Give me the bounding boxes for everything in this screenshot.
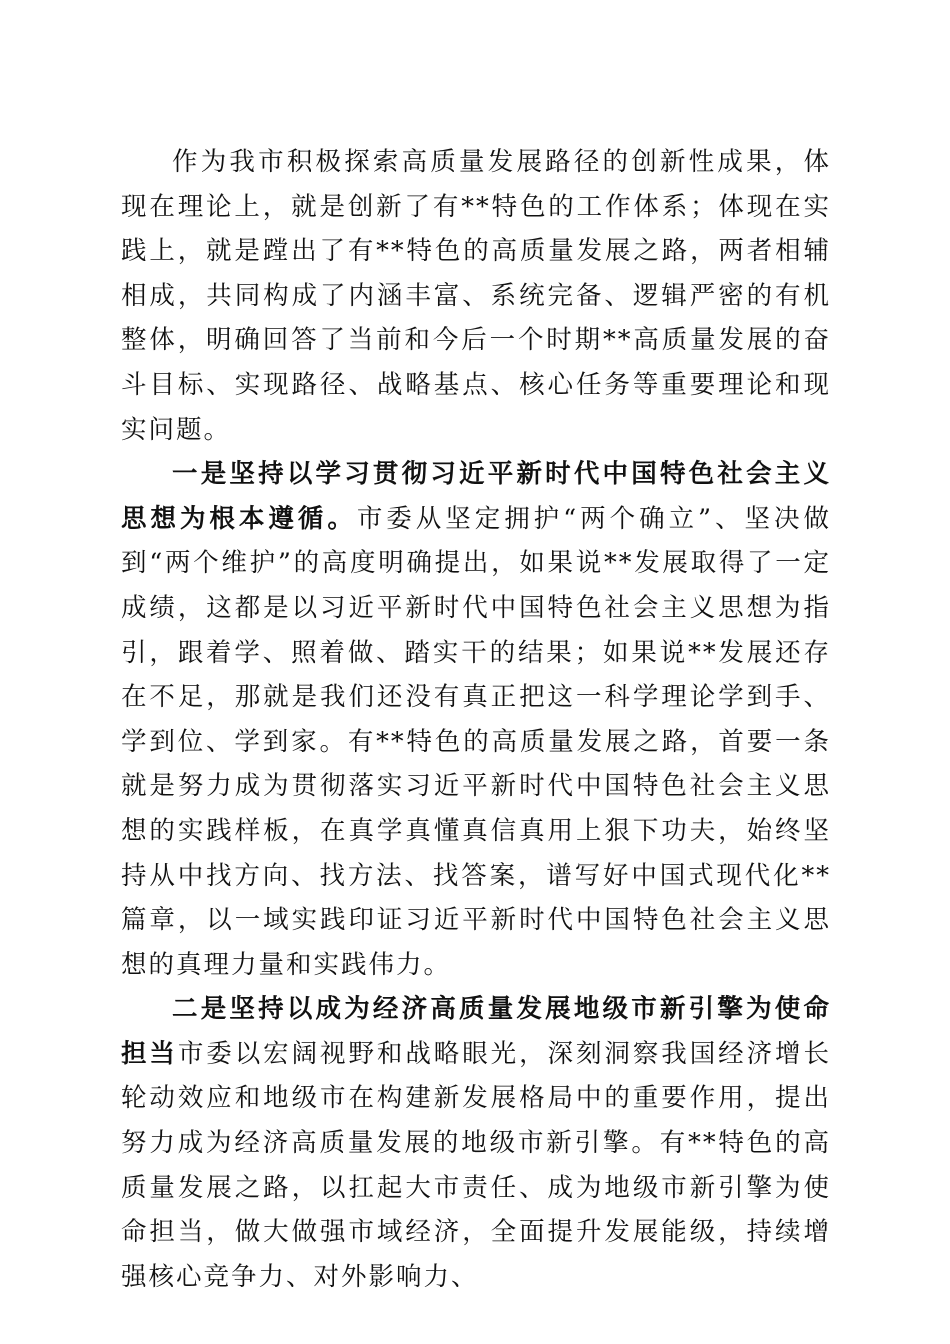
paragraph-text: 市委从坚定拥护“两个确立”、坚决做到“两个维护”的高度明确提出，如果说**发展取得了一定成绩，这都是以习近平新时代中国特色社会主义思想为指引，跟着学、照着做、踏实干的结果；如果说**发展还存在不足，那就是我们还没有真正把这一科学理论学到手、学到位、学到家。有**特色的高质量发展之路，首要一条就是努力成为贯彻落实习近平新时代中国特色社会主义思想的实践样板，在真学真懂真信真用上狠下功夫，始终坚持从中找方向、找方法、找答案，谱写好中国式现代化**篇章，以一域实践印证习近平新时代中国特色社会主义思想的真理力量和实践伟力。 [121,503,831,980]
paragraph-text: 作为我市积极探索高质量发展路径的创新性成果，体现在理论上，就是创新了有**特色的工作体系；体现在实践上，就是蹚出了有**特色的高质量发展之路，两者相辅相成，共同构成了内涵丰富、系统完备、逻辑严密的有机整体，明确回答了当前和今后一个时期**高质量发展的奋斗目标、实现路径、战略基点、核心任务等重要理论和现实问题。 [121,147,831,445]
paragraph-point-two [121,987,831,1299]
document-body [121,140,831,1299]
paragraph-intro [121,140,831,452]
paragraph-point-one [121,452,831,987]
paragraph-text: 市委以宏阔视野和战略眼光，深刻洞察我国经济增长轮动效应和地级市在构建新发展格局中的重要作用，提出努力成为经济高质量发展的地级市新引擎。有**特色的高质量发展之路，以扛起大市责任、成为地级市新引擎为使命担当，做大做强市域经济，全面提升发展能级，持续增强核心竞争力、对外影响力、 [121,1038,831,1292]
paragraph-heading: 二是坚持以成为经济高质量发展地级市新引擎为使命担当 [121,994,831,1069]
paragraph-heading: 一是坚持以学习贯彻习近平新时代中国特色社会主义思想为根本遵循。 [121,459,831,534]
